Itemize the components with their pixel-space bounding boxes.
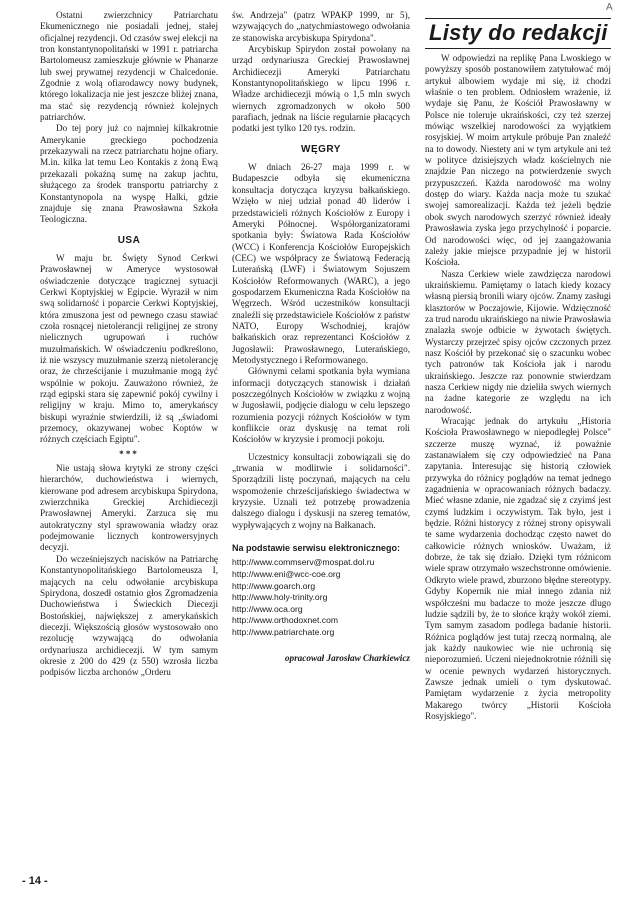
section-heading-hungary: WĘGRY — [301, 143, 341, 155]
paragraph: W maju br. Święty Synod Cerkwi Prawosławnej w Ameryce wystosował oświadczenie dotyczące tragicznej sytuacji Cerkwi Koptyjskiej w Egipcie. Wyraził w nim swą solidarność i poparcie Cerkwi Koptyjskiej, która zmuszona jest od pewnego czasu stawiać czoła rosnącej nietolerancji religijnej ze strony nielicznych ugrupowań i ruchów muzułmańskich. W oświadczeniu podkreślono, iż nie wszyscy muzułmanie szerzą nietolerancję oraz, że chrześcijanie i muzułmanie mogą żyć wspólnie w pokoju. Zauważono również, że rząd egipski stara się zapewnić pokój cywilny i religijny w kraju. Mimo to, amerykańscy biskupi wyraźnie stwierdzili, iż są „świadomi przemocy, okazywanej wobec Koptów w różnych częściach Egiptu". — [40, 252, 218, 445]
paragraph: Nasza Cerkiew wiele zawdzięcza narodowi ukraińskiemu. Pamiętamy o latach kiedy kozacy własną piersią bronili wiary ojców. Znamy zasługi klasztorów w Poczajowie, Kijowie. Wdzięczność za trud narodu ukraińskiego na niwie Prawosławia znalazła swoje odbicie w żywotach świętych. Wystarczy przejrzeć spisy ojców czczonych przez nasz Kościół by przekonać się o szacunku wobec tych patronów tak Kościoła jak i narodu ukraińskiego. Jeszcze raz ponownie stwierdzam nasza Cerkiew nigdy nie dzieliła swych wiernych na żadne kategorie ze względu na ich narodowość. — [425, 268, 611, 415]
paragraph: Nie ustają słowa krytyki ze strony części hierarchów, duchowieństwa i wiernych, kierowane pod adresem arcybiskupa Spirydona, zwierzchnika Greckiej Archidiecezji Prawosławnej Ameryki. Zarzuca się mu autokratyczny styl sprawowania władzy oraz podejmowanie licznych kontrowersyjnych decyzji. — [40, 463, 218, 553]
paragraph: W dniach 26-27 maja 1999 r. w Budapeszcie odbyła się ekumeniczna konsultacja dotycząca kryzysu bałkańskiego. Wzięło w niej udział ponad 40 liderów i przedstawicieli różnych Kościołów z Europy i Ameryki Północnej. Współorganizatorami spotkania były: Światowa Rada Kościołów (WCC) i Konferencja Kościołów Europejskich (CEC) we współpracy ze Światową Federacją Luterańską (LWF) i Światowym Sojuszem Kościołów Reformowanych (WARC), a jego gospodarzem Ekumeniczna Rada Kościołów na Węgrzech. Wśród uczestników konsultacji znaleźli się przedstawiciele Kościołów z państw NATO, Europy Wschodniej, krajów bałkańskich oraz reprezentanci Kościołów z Jugosławii: Prawosławnego, Luterańskiego, Metodystycznego i Reformowanego. — [232, 162, 410, 365]
source-link[interactable]: http://www.holy-trinity.org — [232, 592, 328, 603]
paragraph: Do tej pory już co najmniej kilkakrotnie Amerykanie greckiego pochodzenia przekazywali na rzecz patriarchatu hojne ofiary. M.in. kilka lat temu Leo Kontakis z żoną Ewą przekazali pokaźną sumę na zakup jachtu, służącego za środek transportu patriarchy z Konstantynopola na wyspę Halki, gdzie znajduje się znana Prawosławna Szkoła Teologiczna. — [40, 123, 218, 225]
column-3 — [425, 10, 611, 722]
paragraph: św. Andrzeja" (patrz WPAKP 1999, nr 5), wzywających do „natychmiastowego odwołania ze stanowiska arcybiskupa Spirydona". — [232, 10, 410, 43]
paragraph: Do wcześniejszych nacisków na Patriarchę Konstantynopolitańskiego Bartolomeusza I, mających na celu odwołanie arcybiskupa Spirydona, doszedł ostatnio głos Zgromadzenia Duchowieństwa i Świeckich Diecezji Bostońskiej, największej z amerykańskich diecezji. Większością głosów wystosowało ono rezolucję wzywającą do odwołania ordynariusza archidiecezji. W tym samym okresie z 200 do 429 (z 550) wzrosła liczba podpisów liczba archonów „Orderu — [40, 553, 218, 678]
sources-title: Na podstawie serwisu elektronicznego: — [232, 543, 401, 554]
paragraph: Ostatni zwierzchnicy Patriarchatu Ekumenicznego nie posiadali jednej, stałej oficjalnej rezydencji. Od czasów swej elekcji na tron konstantynopolitański w 1991 r. patriarcha Bartolomeusz zamieszkuje głównie w Phanarze lub swej prywatnej rezydencji w Chalcedonie. Zgodnie z wolą ofiarodawcy nowy budynek, którego lokalizacja nie jest jeszcze bliżej znana, ma stać się rezydencją również kolejnych patriarchów. — [40, 10, 218, 123]
separator-stars: *** — [119, 448, 139, 459]
paragraph: W odpowiedzi na replikę Pana Lwoskiego w powyższy sposób postanowiłem zatytułować mój artykuł albowiem wydaje mi się, iż chodzi właśnie o ten problem. Odniosłem wrażenie, iż wydaje się Panu, że Kościół Prawosławny w Polsce nie toleruje ukraińskości, czy też szerzej mówiąc wszelkiej narodowości za wyjątkiem rosyjskiej. W moim artykule próbuje Pan znaleźć na to dowody. Niestety ani w tym artykule ani też w polityce dzisiejszych władz kościelnych nie znajdzie Pan niczego na potwierdzenie swych przypuszczeń. Każda narodowość ma wolny dostęp do wiary. Każda nacja może tu szukać swojej samorealizacji. Każda też jeżeli będzie obok swych narodowych szerzyć również ideały Prawosławia zyska jego przychylność i poparcie. Od narodowości więc, od jej zaangażowania zależy jakie miejsce przypadnie jej w historii Kościoła. — [425, 53, 611, 268]
source-link[interactable]: http://www.patriarchate.org — [232, 627, 335, 638]
paragraph: Głównymi celami spotkania była wymiana informacji dotyczących stanowisk i działań poszczególnych Kościołów w związku z wojną w Jugosławii, podjęcie dialogu w celu lepszego rozumienia pozycji różnych Kościołów w tym konflikcie oraz dyskusję na temat roli Kościołów w kryzysie i promocji pokoju. — [232, 366, 410, 445]
source-link[interactable]: http://www.eni@wcc-coe.org — [232, 569, 341, 580]
paragraph: Arcybiskup Spirydon został powołany na urząd ordynariusza Greckiej Prawosławnej Archidiecezji Ameryki Patriarchatu Konstantynopolitańskiego w lipcu 1996 r. Władze archidiecezji mówią o 1,5 mln swych wiernych zgromadzonych w około 500 parafiach, jednak na liście regularnie płacących podatki jest tylko 120 tys. rodzin. — [232, 44, 410, 134]
source-link[interactable]: http://www.goarch.org — [232, 580, 316, 591]
section-heading-usa: USA — [117, 234, 141, 246]
sources-list — [232, 557, 410, 638]
letters-title: Listy do redakcji — [425, 18, 611, 49]
column-2 — [232, 10, 410, 664]
source-link[interactable]: http://www.oca.org — [232, 603, 303, 614]
page-number: - 14 - — [22, 875, 48, 887]
paragraph: Wracając jednak do artykułu „Historia Kościoła Prawosławnego w niepodległej Polsce" szczerze muszę wyznać, iż poważnie zastanawiałem się czy odpowiedzieć na Pana zapytania. Interesując się historią człowiek przywyka do różnicy poglądów na temat jednego zagadnienia w opracowaniach różnych badaczy. Mieć własne zdanie, nie zgadzać się z czyimś jest czymś ludzkim i oczywistym. Tak było, jest i będzie. Różni historycy z różnej strony opisywali te same wydarzenia dochodząc często nawet do całkowicie różnych wniosków. Uważam, iż dobrze, że tak się działo. Dzięki tym różnicom wiele spraw otrzymało wszechstronne omówienie. Odkryto wiele prawd, zburzono błędne stereotypy. Gdyby Kopernik nie miał innego zdania niż współcześni mu badacze to może jeszcze dlugo ludzie sądzili by, że to słońce krąży wokół ziemi. Tym samym zasadom podlega badanie historii. Różnica poglądów jest tutaj rzeczą normalną, ale jak każdy naukowiec wie nie uchronią się nieporozumień. Uczeni niejednokrotnie różnili się w ocenie pewnych wydarzeń historycznych. Zawsze jednak umieli o tym dyskutować. Pamiętam wydarzenie z życia metropolity Makarego twórcy „Historii Kościoła Rosyjskiego". — [425, 416, 611, 721]
column-1 — [40, 10, 218, 679]
corner-mark: A — [606, 2, 613, 13]
paragraph: Uczestnicy konsultacji zobowiązali się do „trwania w modlitwie i solidarności". Sporządzili listę poczynań, mających na celu wspomożenie chrześcijańskiego świadectwa w kryzysie. Uznali też potrzebę prowadzenia dalszego dialogu i dyskusji na szereg tematów, wypływających z wojny na Bałkanach. — [232, 451, 410, 530]
source-link[interactable]: http://www.commserv@mospat.dol.ru — [232, 557, 375, 568]
source-link[interactable]: http://www.orthodoxnet.com — [232, 615, 339, 626]
author-credit: opracował Jarosław Charkiewicz — [284, 652, 410, 663]
